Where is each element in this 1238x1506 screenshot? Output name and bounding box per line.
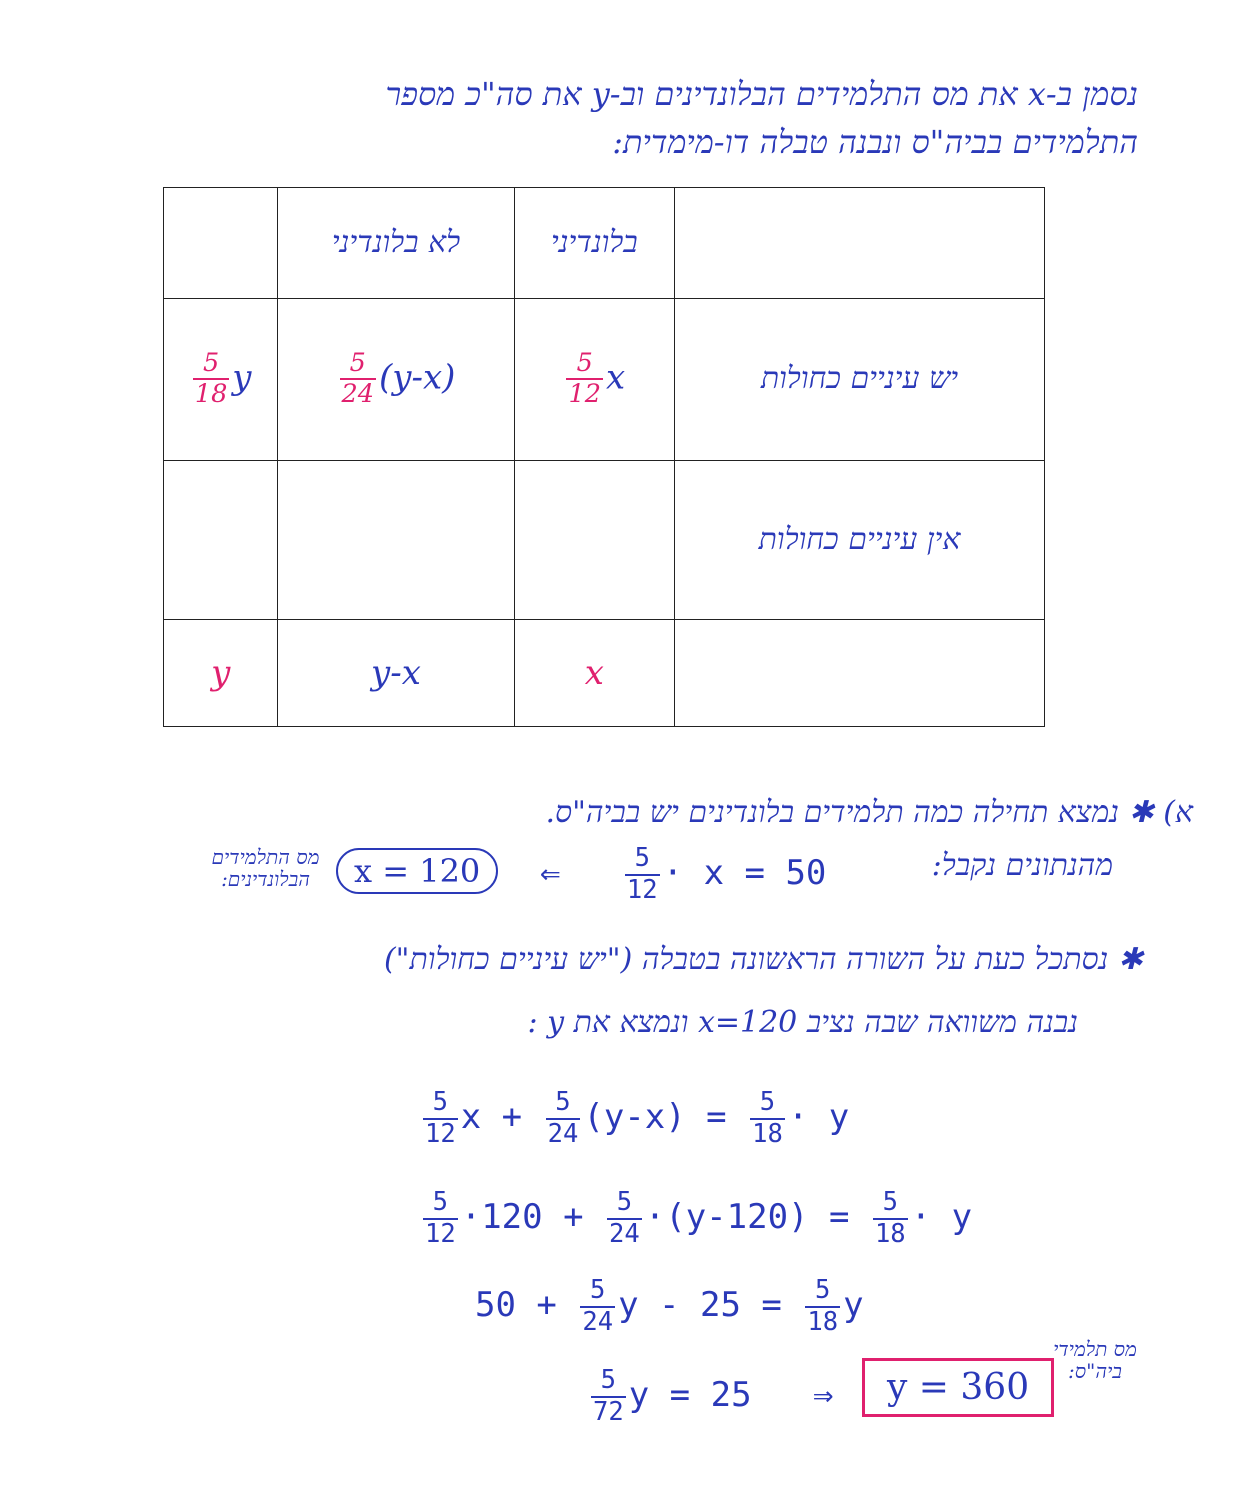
implies-arrow: ⇒ <box>812 1375 834 1415</box>
header-not-blonde: לא בלונדיני <box>278 188 514 299</box>
total-not-blonde: y-x <box>278 619 514 726</box>
cell-yes-not-blonde: $\frac{5}{24}$ (y-x) <box>278 299 514 460</box>
row-header-no-blue-eyes: אין עיניים כחולות <box>675 460 1045 619</box>
total-label-cell <box>675 619 1045 726</box>
cell-no-total <box>164 460 278 619</box>
fraction: $\frac{5}{24}$ <box>341 347 374 410</box>
part-a-label: א) <box>1163 795 1193 830</box>
asterisk-icon: ✱ <box>1117 942 1143 977</box>
intro-line-1: נסמן ב-x את מס התלמידים הבלונדינים וב-y את סה"כ מספר <box>385 75 1138 113</box>
intro-line-2: התלמידים בביה"ס ונבנה טבלה דו-מימדית: <box>612 123 1138 161</box>
two-way-table <box>163 187 1045 727</box>
total-all: y <box>164 619 278 726</box>
x-result <box>336 848 498 894</box>
row-header-blue-eyes: יש עיניים כחולות <box>675 299 1045 460</box>
header-blonde: בלונדיני <box>514 188 674 299</box>
part-a-from-data: מהנתונים נקבל: <box>931 848 1113 883</box>
asterisk-icon: ✱ <box>1128 795 1154 830</box>
cell-yes-blonde: $\frac{5}{12}$ x <box>514 299 674 460</box>
equation-3: 50 + $\frac{5}{24}$ y - 25 = $\frac{5}{18}$ y <box>475 1275 864 1337</box>
equation-2: $\frac{5}{12}$ ·120 + $\frac{5}{24}$ ·(y-120) = $\frac{5}{18}$ · y <box>425 1187 973 1249</box>
part-a-text: נמצא תחילה כמה תלמידים בלונדינים יש בביה"ס. <box>545 795 1120 830</box>
y-result <box>862 1358 1054 1417</box>
intro-text <box>385 70 1138 166</box>
cell-no-blonde <box>514 460 674 619</box>
cell-yes-total: $\frac{5}{18}$ y <box>164 299 278 460</box>
part-a-equation: ⇐ $\frac{5}{12}$ · x = 50 <box>540 843 827 905</box>
part-b-line-1: ✱ נסתכל כעת על השורה הראשונה בטבלה ("יש עיניים כחולות") <box>383 942 1143 977</box>
fraction: $\frac{5}{18}$ <box>194 347 228 410</box>
x-result-note: מס התלמידים הבלונדינים: <box>211 845 320 891</box>
fraction: $\frac{5}{12}$ <box>568 347 601 410</box>
cell-no-not-blonde <box>278 460 514 619</box>
implies-arrow: ⇐ <box>540 853 561 893</box>
part-a-line <box>545 795 1193 830</box>
corner-cell <box>675 188 1045 299</box>
y-result-box: y = 360 <box>862 1358 1054 1417</box>
y-result-note: מס תלמידי ביה"ס: <box>1053 1337 1137 1383</box>
x-result-oval: x = 120 <box>336 848 498 894</box>
equation-4: $\frac{5}{72}$ y = 25 ⇒ <box>593 1365 834 1427</box>
equation-1: $\frac{5}{12}$ x + $\frac{5}{24}$ (y-x) = $\frac{5}{18}$ · y <box>425 1087 850 1149</box>
fraction: $\frac{5}{12}$ <box>626 843 658 905</box>
part-b-line-2: נבנה משוואה שבה נציב x=120 ונמצא את y : <box>527 1005 1078 1040</box>
total-column-header <box>164 188 278 299</box>
total-blonde: x <box>514 619 674 726</box>
